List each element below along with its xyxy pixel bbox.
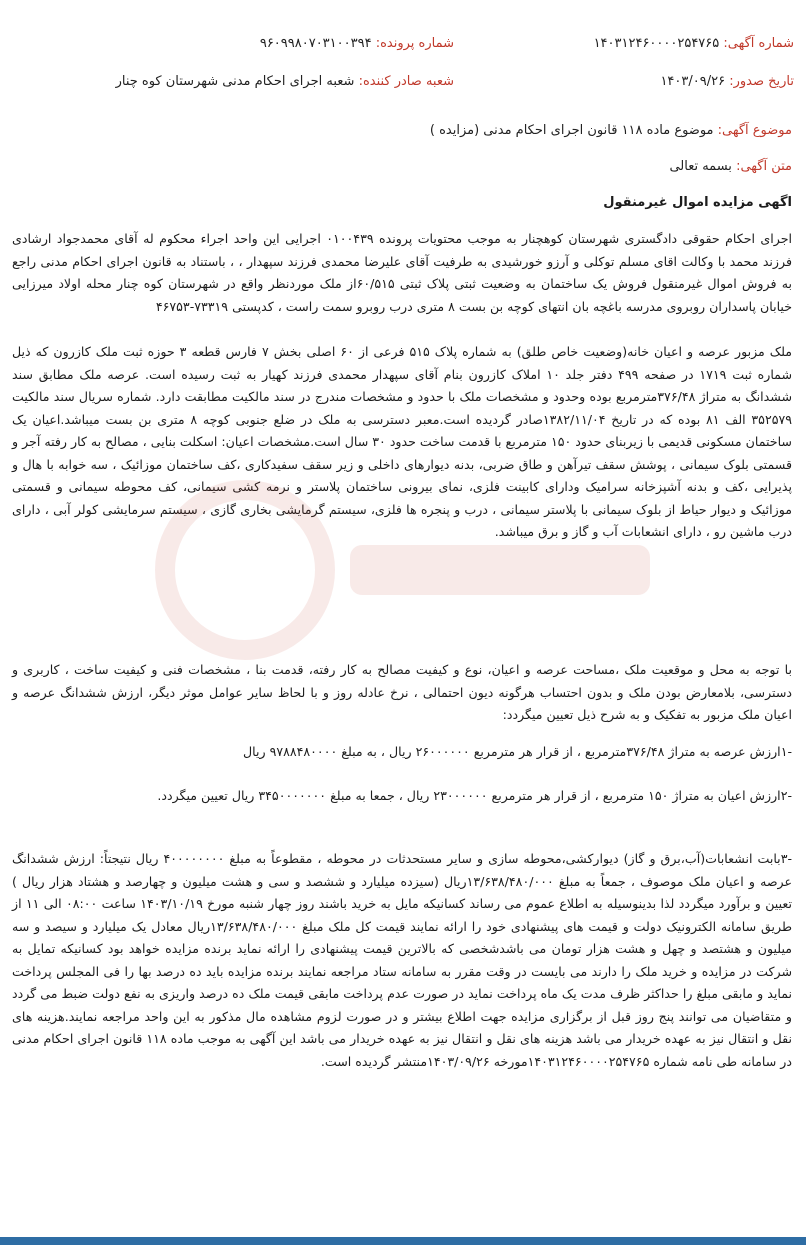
paragraph-text: اجرای احکام حقوقی دادگستری شهرستان کوهچنار به موجب محتویات پرونده ۰۱۰۰۴۳۹ اجرایی این واحد اجراء محکوم له آقای محمدجواد ارشادی فرزند محمد با وکالت اقای مسلم توکلی و آرزو خورشیدی به طرفیت آقای علیرضا محمدی فرزند سپهدار ، ، باستناد به قانون اجرای احکام مدنی راجع به فروش اموال غیرمنقول فروش یک ساختمان به وضعیت ثبتی پلاک ثبتی ۶۰/۵۱۵از ملک موردنظر واقع در شهرستان کوه چنار محله اولاد میرزایی خیابان پاسداران روبروی مدرسه باغچه بان انتهای کوچه بن بست ۸ متری درب روبرو سمت راست ، کدپستی ۷۳۳۱۹-۴۶۷۵۳ <box>12 231 792 314</box>
issue-date-row <box>660 72 794 92</box>
subject-row <box>16 121 792 141</box>
paragraph-building-value <box>12 785 792 808</box>
issue-date: ۱۴۰۳/۰۹/۲۶ <box>660 74 726 89</box>
subject-label: موضوع آگهی: <box>717 123 792 138</box>
paragraph-text: با توجه به محل و موقعیت ملک ،مساحت عرصه و اعیان، نوع و کیفیت مصالح به کار رفته، قدمت بنا ، مشخصات فنی و کیفیت ساخت ، کاربری و دسترسی، بلامعارض بودن ملک و بدون احتساب هرگونه دیون احتمالی ، نرخ عادله روز و با لحاظ سایر عوامل موثر دیگر، ارزش ششدانگ عرصه و اعیان ملک مزبور به تفکیک و به شرح ذیل تعیین میگردد: <box>12 662 792 722</box>
case-number-row <box>260 34 454 54</box>
notice-number-label: شماره آگهی: <box>723 36 794 51</box>
issuer: شعبه اجرای احکام مدنی شهرستان کوه چنار <box>115 74 355 89</box>
subject-text: موضوع ماده ۱۱۸ قانون اجرای احکام مدنی (مزایده ) <box>429 123 714 138</box>
notice-number: ۱۴۰۳۱۲۴۶۰۰۰۰۲۵۴۷۶۵ <box>593 36 720 51</box>
issue-date-label: تاریخ صدور: <box>729 74 794 89</box>
notice-number-row <box>594 34 794 54</box>
case-number-label: شماره پرونده: <box>375 36 454 51</box>
paragraph-land-value <box>12 741 792 764</box>
paragraph-text: ملک مزبور عرصه و اعیان خانه(وضعیت خاص طلق) به شماره پلاک ۵۱۵ فرعی از ۶۰ اصلی بخش ۷ فارس قطعه ۳ حوزه ثبت ملک کازرون که ذیل شماره ثبت ۱۷۱۹ در صفحه ۴۹۹ دفتر جلد ۱۰ املاک کازرون بنام آقای سپهدار محمدی فرزند کهیار به ثبت رسیده است. عرصه ملک مطابق سند ششدانگ به متراژ ۳۷۶/۴۸مترمربع بوده وحدود و مشخصات ملک با حدود و مشخصات مندرج در سند مالکیت مطابقت دارد. شماره سریال سند مالکیت ۳۵۲۵۷۹ الف ۸۱ بوده که در تاریخ ۱۳۸۲/۱۱/۰۴صادر گردیده است.معبر دسترسی به ملک در ضلع جنوبی کوچه ۸ متری بن بست میباشد.اعیان یک ساختمان مسکونی قدیمی با زیربنای حدود ۱۵۰ مترمربع با قدمت ساخت حدود ۳۰ سال است.مشخصات اعیان: اسکلت بنایی ، مصالح به کار رفته آجر و قسمتی بلوک سیمانی ، پوشش سقف تیرآهن و طاق ضربی، بدنه دیوارهای داخلی و زیر سقف سفیدکاری ،کف ساختمان موزائیک ، سه خوابه با هال و پذیرایی ،کف و بدنه آشپزخانه سرامیک ودارای کابینت فلزی، نمای بیرونی ساختمان پلاستر و نرمه کشی سیمانی، کف محوطه سیمانی و قسمتی موزائیک و دیوار حیاط از بلوک سیمانی با پلاستر سیمانی ، درب و پنجره ها فلزی، سیستم گرمایشی بخاری گازی ، سیستم سرمایشی کولر آبی ، دارای درب ماشین رو ، دارای انشعابات آب و گاز و برق میباشد. <box>12 344 793 539</box>
paragraph-text: -۲ارزش اعیان به متراژ ۱۵۰ مترمربع ، از قرار هر مترمربع ۲۳۰۰۰۰۰۰ ریال ، جمعا به مبلغ ۳۴۵۰۰۰۰۰۰۰ ریال تعیین میگردد. <box>157 788 792 803</box>
issuer-label: شعبه صادر کننده: <box>358 74 454 89</box>
paragraph-property <box>12 341 792 544</box>
issuer-row <box>116 72 454 92</box>
paragraph-text: -۳بابت انشعابات(آب،برق و گاز) دیوارکشی،محوطه سازی و سایر مستحدثات در محوطه ، مقطوعاً به مبلغ ۴۰۰۰۰۰۰۰۰ ریال نتیجتاً: ارزش ششدانگ عرصه و اعیان ملک موصوف ، جمعاً به مبلغ ۱۳/۶۳۸/۴۸۰/۰۰۰ریال (سیزده میلیارد و ششصد و سی و هشت میلیون و چهارصد و هشتاد هزار ریال ) تعیین و برآورد میگردد لذا بدینوسیله به اطلاع عموم می رساند کسانیکه مایل به خرید باشند روز چهار شنبه مورخ ۱۴۰۳/۱۰/۱۹ ساعت ۰۸:۰۰ الی ۱۱ از طریق سامانه الکترونیک دولت و قیمت های پیشنهادی خود را ارائه نمایند قیمت کل ملک مبلغ ۱۳/۶۳۸/۴۸۰/۰۰۰ریال معادل یک میلیارد و سیصد و سه میلیون و هشتصد و چهل و هشت هزار تومان می باشدشخصی که بالاترین قیمت پیشنهادی را ارائه نماید برنده مزایده خواهد بود کسانیکه تمایل به شرکت در مزایده و خرید ملک را دارند می بایست در وقت مقرر به سامانه ستاد مراجعه نمایند برنده مزایده باید ده درصد بها را فی المجلس پرداخت نماید و مابقی مبلغ را حداکثر ظرف مدت یک ماه پرداخت نماید در صورت عدم پرداخت مابقی قیمت ملک ده درصد واریزی به نفع دولت ضبط می گردد و متقاضیان می توانند پنج روز قبل از برگزاری مزایده جهت اطلاع بیشتر و در صورت لزوم مشاهده مال مذکور به این واحد مراجعه نمایند.هزینه های نقل و انتقال نیز به عهده خریدار می باشد هزینه های نقل و انتقال نیز به عهده خریدار می باشد این آگهی به موجب ماده ۱۱۸ قانون اجرای احکام مدنی در سامانه طی نامه شماره ۱۴۰۳۱۲۴۶۰۰۰۰۲۵۴۷۶۵مورخه ۱۴۰۳/۰۹/۲۶منتشر گردیده است. <box>12 851 793 1069</box>
paragraph-valuation <box>12 659 792 727</box>
paragraph-conditions <box>12 848 792 1073</box>
case-number: ۹۶۰۹۹۸۰۷۰۳۱۰۰۳۹۴ <box>259 36 372 51</box>
body-label: متن آگهی: <box>736 159 792 174</box>
paragraph-intro <box>12 228 792 318</box>
body-intro-text: بسمه تعالی <box>669 159 732 174</box>
paragraph-text: -۱ارزش عرصه به متراژ ۳۷۶/۴۸مترمربع ، از قرار هر مترمربع ۲۶۰۰۰۰۰۰ ریال ، به مبلغ ۹۷۸۸۴۸۰۰۰۰ ریال <box>243 744 792 759</box>
auction-title: اگهی مزایده اموال غیرمنقول <box>603 195 792 210</box>
bottom-bar <box>0 1237 806 1245</box>
body-intro-row <box>16 157 792 177</box>
